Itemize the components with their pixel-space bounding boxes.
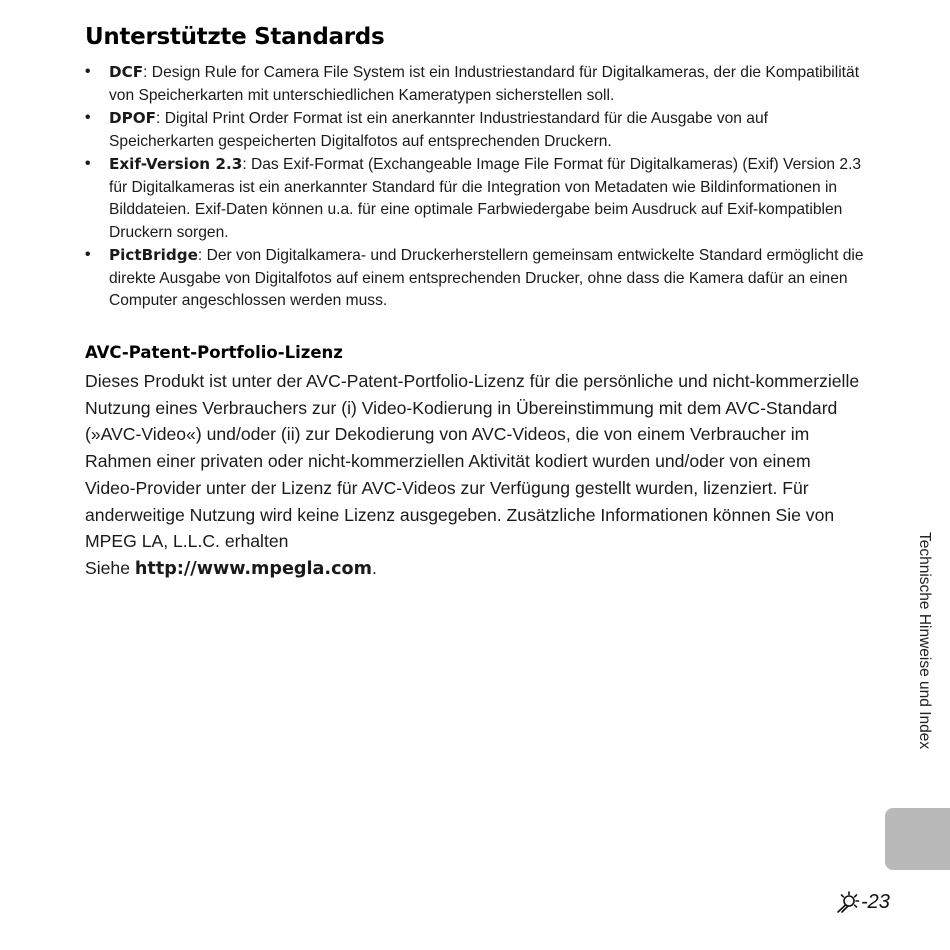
license-link-line: [85, 555, 865, 583]
list-item-dpof: [85, 107, 867, 153]
standards-list: [85, 61, 867, 313]
term-label: DCF: [109, 63, 144, 81]
page-number: [835, 890, 890, 914]
bullet-icon: •: [85, 63, 91, 80]
license-paragraph: Dieses Produkt ist unter der AVC-Patent-Portfolio-Lizenz für die persönliche und nicht-kommerzielle Nutzung eines Verbrauchers zur (i) Video-Kodierung in Übereinstimmung mit dem AVC-Standard (»AVC-Video«) und/oder (ii) zur Dekodierung von AVC-Videos, die von einem Verbraucher im Rahmen einer privaten oder nicht-kommerziellen Aktivität kodiert wurden und/oder von einem Video-Provider unter der Lizenz für AVC-Videos zur Verfügung gestellt wurden, lizenziert. Für anderweitige Nutzung wird keine Lizenz ausgegeben. Zusätzliche Informationen können Sie von MPEG LA, L.L.C. erhalten: [85, 371, 860, 552]
section-tab[interactable]: [885, 808, 950, 870]
term-label: PictBridge: [109, 246, 198, 264]
list-item-exif: [85, 153, 867, 244]
see-prefix: Siehe: [85, 557, 135, 578]
page-number-value: 23: [867, 890, 890, 913]
mpegla-link[interactable]: http://www.mpegla.com: [134, 558, 372, 579]
term-description: : Das Exif-Format (Exchangeable Image File Format für Digitalkameras) (Exif) Version 2.3 für Digitalkameras ist ein anerkannter Standard für die Integration von Metadaten wie Bildinformationen in Bilddateien. Exif-Daten können u.a. für eine optimale Farbwiedergabe beim Ausdruck auf Exif-kompatiblen Druckern sorgen.: [109, 156, 862, 241]
list-item-pictbridge: [85, 244, 867, 313]
bullet-icon: •: [85, 155, 91, 172]
list-item-dcf: [85, 61, 867, 107]
term-label: Exif-Version 2.3: [109, 155, 243, 173]
bullet-icon: •: [85, 246, 91, 263]
term-description: : Digital Print Order Format ist ein anerkannter Industriestandard für die Ausgabe von auf Speicherkarten gespeicherten Digitalfotos auf entsprechenden Druckern.: [109, 110, 768, 150]
see-suffix: .: [371, 557, 377, 578]
tech-notes-icon: [835, 890, 861, 914]
page-number-dash: -: [861, 890, 868, 913]
term-description: : Design Rule for Camera File System ist ein Industriestandard für Digitalkameras, der die Kompatibilität von Speicherkarten mit unterschiedlichen Kameratypen sicherstellen soll.: [109, 64, 860, 104]
page-title: Unterstützte Standards: [85, 24, 385, 50]
term-description: : Der von Digitalkamera- und Druckerherstellern gemeinsam entwickelte Standard ermöglicht die direkte Ausgabe von Digitalfotos auf einem entsprechenden Drucker, ohne dass die Kamera dafür an einen Computer angeschlossen werden muss.: [109, 247, 864, 309]
section-heading: AVC-Patent-Portfolio-Lizenz: [85, 343, 343, 362]
term-label: DPOF: [109, 109, 157, 127]
license-section: [85, 368, 865, 583]
bullet-icon: •: [85, 109, 91, 126]
section-tab-label: Technische Hinweise und Index: [916, 532, 933, 750]
